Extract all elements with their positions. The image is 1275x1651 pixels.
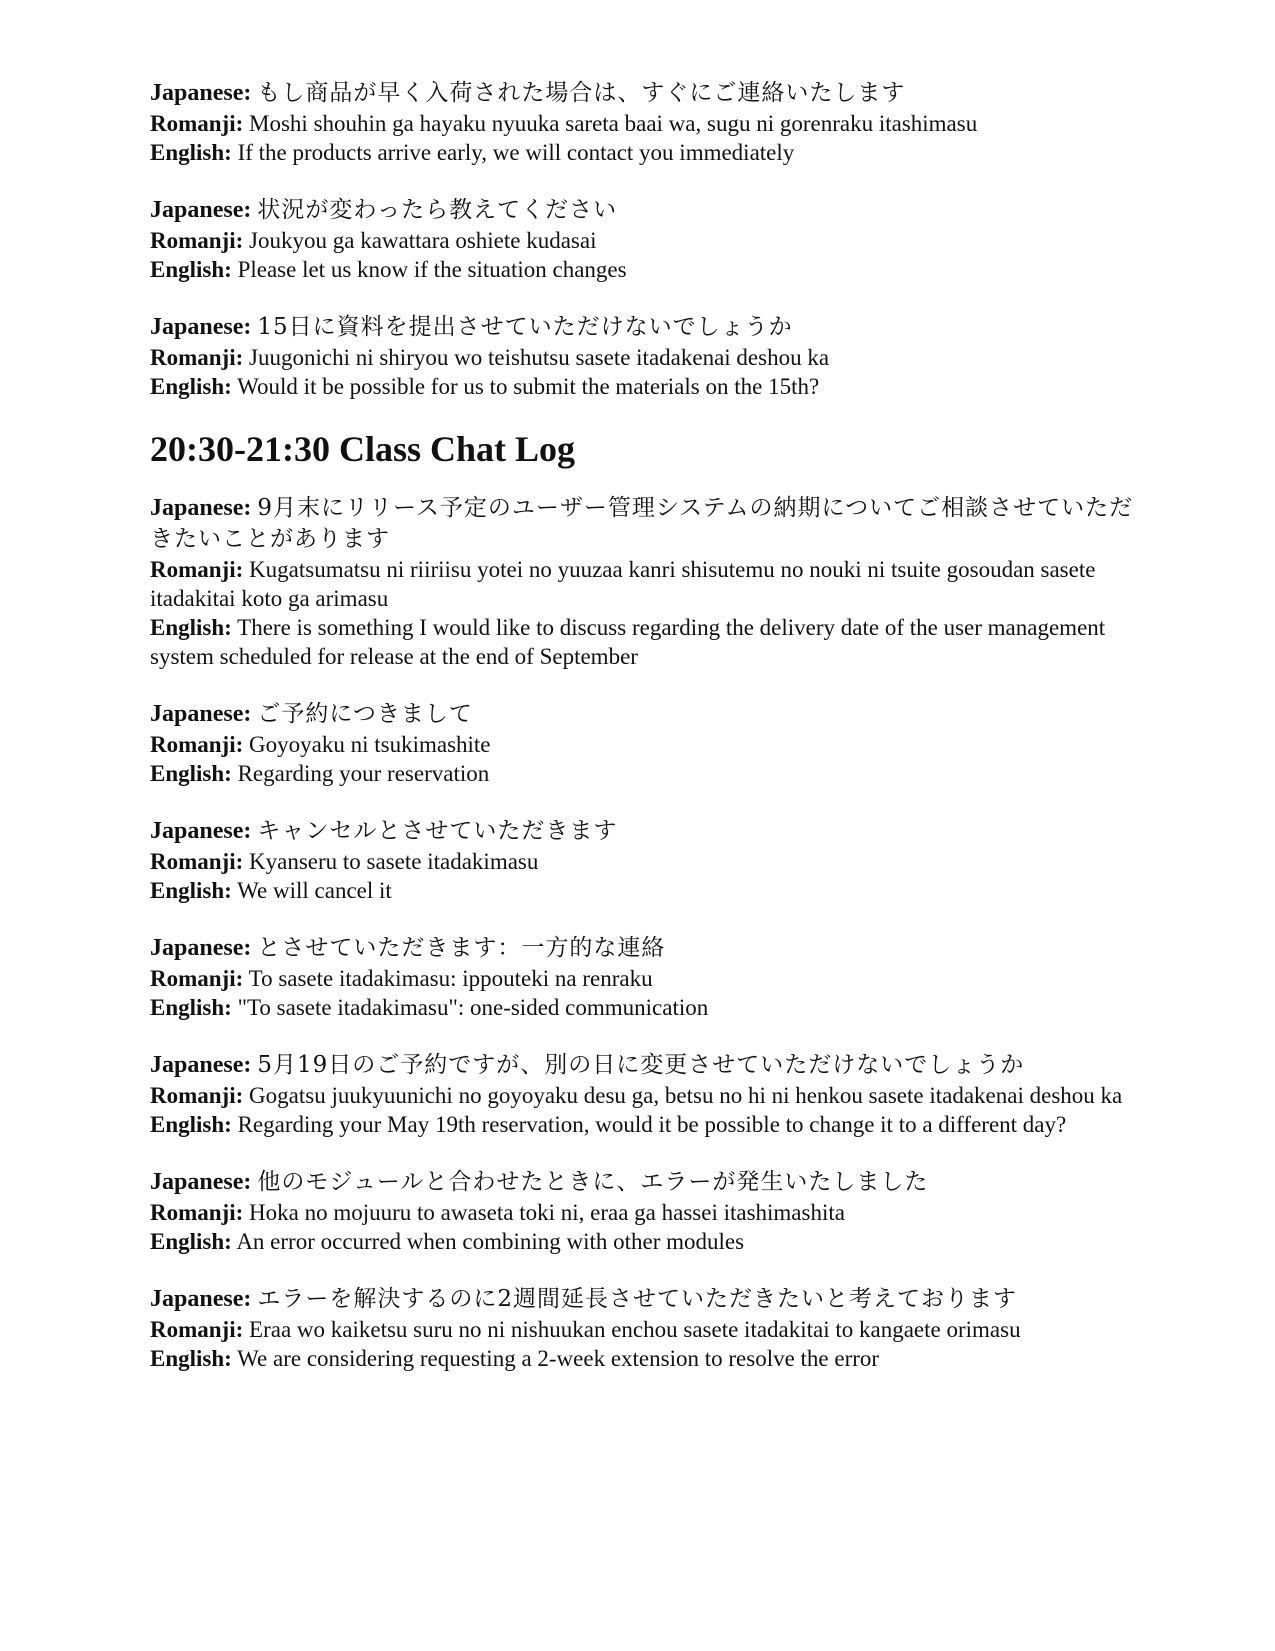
romanji-line <box>150 847 1140 876</box>
english-text: Regarding your May 19th reservation, would it be possible to change it to a different day? <box>237 1112 1067 1137</box>
english-label: English: <box>150 374 232 399</box>
romanji-line <box>150 1315 1140 1344</box>
english-label: English: <box>150 615 232 640</box>
romanji-label: Romanji: <box>150 345 244 370</box>
japanese-line <box>150 1284 1140 1315</box>
chat-entry-2 <box>150 699 1140 788</box>
japanese-label: Japanese: <box>150 935 252 961</box>
japanese-label: Japanese: <box>150 197 252 223</box>
romanji-label: Romanji: <box>150 966 244 991</box>
romanji-label: Romanji: <box>150 1083 244 1108</box>
romanji-text: Juugonichi ni shiryou wo teishutsu sasete itadakenai deshou ka <box>249 345 830 370</box>
chat-entry-4 <box>150 933 1140 1022</box>
chat-entry-3 <box>150 816 1140 905</box>
romanji-label: Romanji: <box>150 1317 244 1342</box>
romanji-label: Romanji: <box>150 849 244 874</box>
japanese-label: Japanese: <box>150 495 252 521</box>
english-text: "To sasete itadakimasu": one-sided communication <box>237 995 709 1020</box>
english-text: Please let us know if the situation changes <box>237 257 627 282</box>
romanji-line <box>150 964 1140 993</box>
japanese-line <box>150 195 1140 226</box>
chat-entry-7 <box>150 1284 1140 1373</box>
japanese-text: 9月末にリリース予定のユーザー管理システムの納期についてご相談させていただきたいことがあります <box>150 495 1134 552</box>
english-label: English: <box>150 1112 232 1137</box>
phrase-entry-3 <box>150 312 1140 401</box>
romanji-text: Hoka no mojuuru to awaseta toki ni, eraa ga hassei itashimashita <box>249 1200 845 1225</box>
japanese-line <box>150 816 1140 847</box>
romanji-label: Romanji: <box>150 732 244 757</box>
english-label: English: <box>150 140 232 165</box>
english-label: English: <box>150 878 232 903</box>
english-text: An error occurred when combining with other modules <box>236 1229 745 1254</box>
japanese-text: もし商品が早く入荷された場合は、すぐにご連絡いたします <box>257 80 906 106</box>
japanese-text: ご予約につきまして <box>257 701 473 727</box>
romanji-text: Joukyou ga kawattara oshiete kudasai <box>249 228 597 253</box>
japanese-text: 15日に資料を提出させていただけないでしょうか <box>257 314 793 340</box>
romanji-text: Goyoyaku ni tsukimashite <box>249 732 491 757</box>
romanji-line <box>150 730 1140 759</box>
japanese-label: Japanese: <box>150 701 252 727</box>
english-line <box>150 876 1140 905</box>
chat-entry-5 <box>150 1050 1140 1139</box>
japanese-label: Japanese: <box>150 314 252 340</box>
english-line <box>150 372 1140 401</box>
romanji-line <box>150 109 1140 138</box>
japanese-text: とさせていただきます：一方的な連絡 <box>257 935 666 961</box>
japanese-line <box>150 1167 1140 1198</box>
japanese-label: Japanese: <box>150 1052 252 1078</box>
japanese-line <box>150 493 1140 555</box>
japanese-line <box>150 699 1140 730</box>
romanji-label: Romanji: <box>150 1200 244 1225</box>
japanese-line <box>150 1050 1140 1081</box>
english-text: There is something I would like to discuss regarding the delivery date of the user management system scheduled for release at the end of September <box>150 615 1106 669</box>
english-text: We will cancel it <box>237 878 392 903</box>
english-text: Would it be possible for us to submit the materials on the 15th? <box>237 374 820 399</box>
japanese-line <box>150 312 1140 343</box>
chat-entry-1 <box>150 493 1140 671</box>
document-body <box>150 78 1140 1401</box>
phrase-entry-1 <box>150 78 1140 167</box>
romanji-line <box>150 343 1140 372</box>
romanji-label: Romanji: <box>150 228 244 253</box>
english-text: We are considering requesting a 2-week extension to resolve the error <box>237 1346 880 1371</box>
english-label: English: <box>150 1346 232 1371</box>
chat-entry-6 <box>150 1167 1140 1256</box>
japanese-text: 他のモジュールと合わせたときに、エラーが発生いたしました <box>257 1169 929 1195</box>
romanji-label: Romanji: <box>150 557 244 582</box>
english-line <box>150 993 1140 1022</box>
japanese-text: キャンセルとさせていただきます <box>257 818 618 844</box>
romanji-text: Kyanseru to sasete itadakimasu <box>249 849 539 874</box>
romanji-line <box>150 1081 1140 1110</box>
english-line <box>150 255 1140 284</box>
english-line <box>150 138 1140 167</box>
english-label: English: <box>150 995 232 1020</box>
japanese-text: エラーを解決するのに2週間延長させていただきたいと考えております <box>257 1286 1017 1312</box>
japanese-label: Japanese: <box>150 80 252 106</box>
romanji-label: Romanji: <box>150 111 244 136</box>
english-line <box>150 1227 1140 1256</box>
romanji-text: Gogatsu juukyuunichi no goyoyaku desu ga, betsu no hi ni henkou sasete itadakenai deshou ka <box>249 1083 1123 1108</box>
japanese-line <box>150 78 1140 109</box>
english-label: English: <box>150 257 232 282</box>
romanji-line <box>150 555 1140 613</box>
japanese-line <box>150 933 1140 964</box>
english-line <box>150 613 1140 671</box>
romanji-text: Kugatsumatsu ni riiriisu yotei no yuuzaa kanri shisutemu no nouki ni tsuite gosoudan sasete itadakitai koto ga arimasu <box>150 557 1096 611</box>
english-text: Regarding your reservation <box>237 761 490 786</box>
english-text: If the products arrive early, we will contact you immediately <box>237 140 795 165</box>
english-line <box>150 759 1140 788</box>
romanji-text: Moshi shouhin ga hayaku nyuuka sareta baai wa, sugu ni gorenraku itashimasu <box>249 111 978 136</box>
phrase-entry-2 <box>150 195 1140 284</box>
romanji-text: To sasete itadakimasu: ippouteki na renraku <box>248 966 653 991</box>
romanji-line <box>150 226 1140 255</box>
english-line <box>150 1110 1140 1139</box>
section-heading: 20:30-21:30 Class Chat Log <box>150 429 576 469</box>
japanese-label: Japanese: <box>150 1169 252 1195</box>
romanji-line <box>150 1198 1140 1227</box>
english-label: English: <box>150 1229 232 1254</box>
japanese-text: 状況が変わったら教えてください <box>257 197 618 223</box>
japanese-label: Japanese: <box>150 1286 252 1312</box>
romanji-text: Eraa wo kaiketsu suru no ni nishuukan enchou sasete itadakitai to kangaete orimasu <box>249 1317 1021 1342</box>
english-label: English: <box>150 761 232 786</box>
japanese-label: Japanese: <box>150 818 252 844</box>
japanese-text: 5月19日のご予約ですが、別の日に変更させていただけないでしょうか <box>257 1052 1025 1078</box>
english-line <box>150 1344 1140 1373</box>
